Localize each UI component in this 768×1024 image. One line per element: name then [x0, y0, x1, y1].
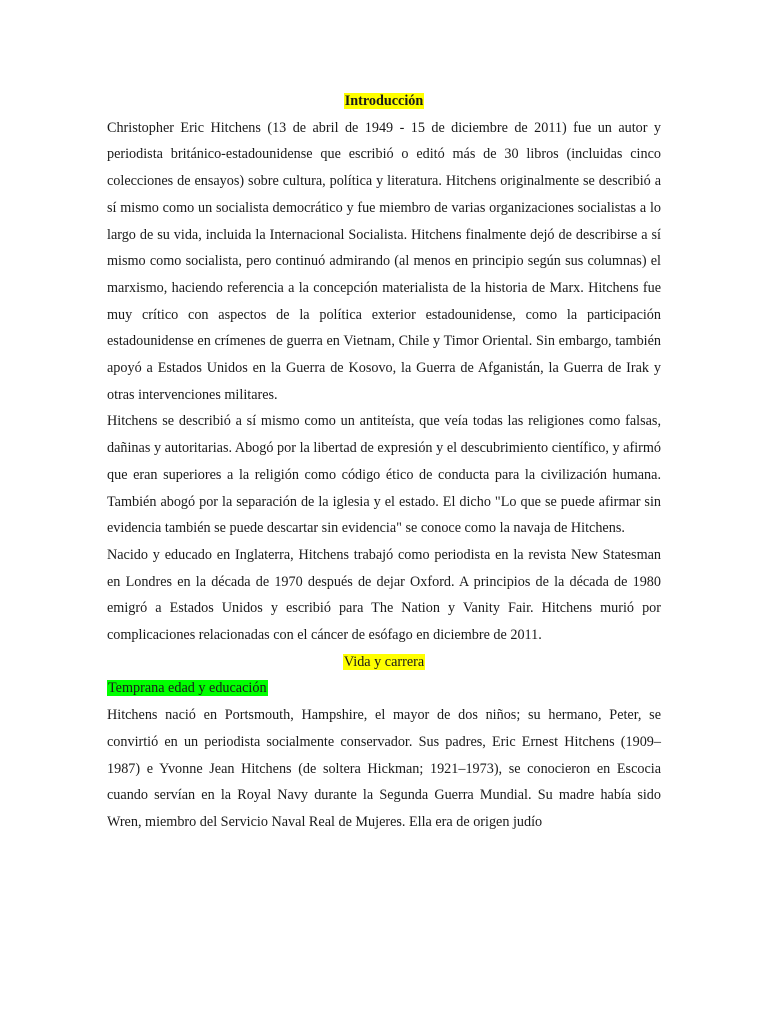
intro-heading-text: Introducción — [344, 93, 424, 109]
subsection-heading-text: Temprana edad y educación — [108, 680, 267, 697]
paragraph-early-life: Hitchens nació en Portsmouth, Hampshire, el mayor de dos niños; su hermano, Peter, se convirtió en un periodista socialmente conservador. Sus padres, Eric Ernest Hitchens (1909–1987) e Yvonne Jean Hitchens (de soltera Hickman; 1921–1973), se conocieron en Escocia cuando servían en la Royal Navy durante la Segunda Guerra Mundial. Su madre había sido Wren, miembro del Servicio Naval Real de Mujeres. Ella era de origen judío — [107, 707, 661, 830]
paragraph-antitheism: Hitchens se describió a sí mismo como un antiteísta, que veía todas las religiones como falsas, dañinas y autoritarias. Abogó por la libertad de expresión y el descubrimiento científico, y afirmó que eran superiores a la religión como código ético de conducta para la civilización humana. También abogó por la separación de la iglesia y el estado. El dicho "Lo que se puede afirmar sin evidencia también se puede descartar sin evidencia" se conoce como la navaja de Hitchens. — [107, 413, 661, 537]
section-heading — [107, 649, 661, 676]
paragraph-biography: Christopher Eric Hitchens (13 de abril de 1949 - 15 de diciembre de 2011) fue un autor y periodista británico-estadounidense que escribió o editó más de 30 libros (incluidas cinco colecciones de ensayos) sobre cultura, política y literatura. Hitchens originalmente se describió a sí mismo como un socialista democrático y fue miembro de varias organizaciones socialistas a lo largo de su vida, incluida la Internacional Socialista. Hitchens finalmente dejó de describirse a sí mismo como socialista, pero continuó admirando (al menos en principio según sus columnas) el marxismo, haciendo referencia a la concepción materialista de la historia de Marx. Hitchens fue muy crítico con aspectos de la política exterior estadounidense, como la participación estadounidense en crímenes de guerra en Vietnam, Chile y Timor Oriental. Sin embargo, también apoyó a Estados Unidos en la Guerra de Kosovo, la Guerra de Afganistán, la Guerra de Irak y otras intervenciones militares. — [107, 119, 661, 403]
section-heading-text: Vida y carrera — [343, 653, 425, 670]
paragraph-career: Nacido y educado en Inglaterra, Hitchens trabajó como periodista en la revista New Statesman en Londres en la década de 1970 después de dejar Oxford. A principios de la década de 1980 emigró a Estados Unidos y escribió para The Nation y Vanity Fair. Hitchens murió por complicaciones relacionadas con el cáncer de esófago en diciembre de 2011. — [107, 546, 661, 644]
document-body — [107, 88, 661, 836]
intro-heading — [107, 88, 661, 115]
subsection-heading — [107, 675, 661, 702]
